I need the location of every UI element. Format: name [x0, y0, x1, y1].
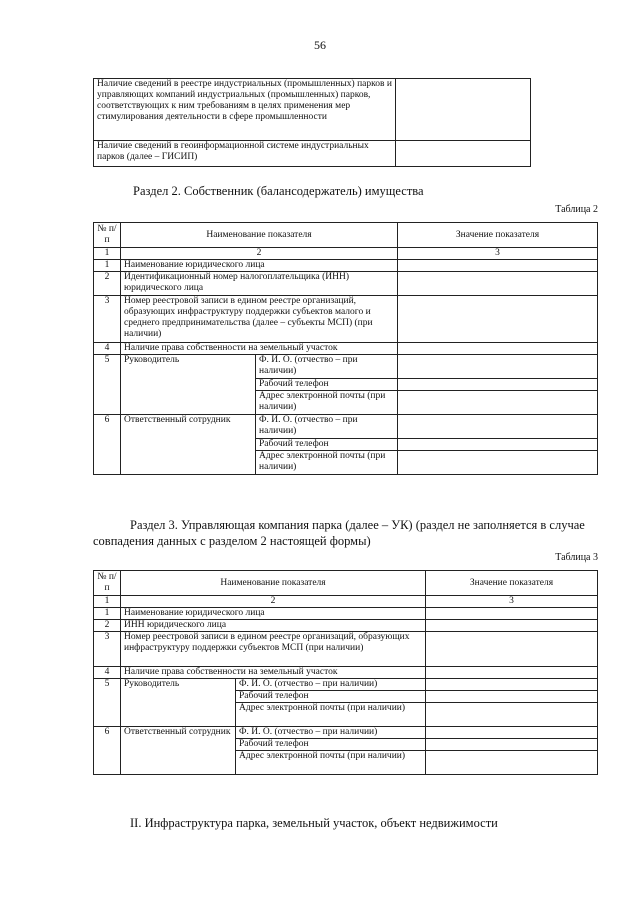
- col-number: 2: [121, 248, 398, 260]
- table-row: [94, 343, 598, 355]
- row-value: [398, 451, 598, 475]
- row-name: Идентификационный номер налогоплательщика (ИНН) юридического лица: [121, 272, 398, 296]
- row-num: 3: [94, 296, 121, 343]
- row-num: 3: [94, 632, 121, 667]
- table-row: [94, 727, 598, 739]
- row-name: Ответственный сотрудник: [121, 415, 256, 475]
- sub-name: Рабочий телефон: [256, 379, 398, 391]
- col-number-row: [94, 248, 598, 260]
- table-row: [94, 355, 598, 379]
- row-name: Руководитель: [121, 679, 236, 727]
- row-name: Наличие права собственности на земельный участок: [121, 667, 426, 679]
- row-value: [398, 379, 598, 391]
- row-name: Руководитель: [121, 355, 256, 415]
- row-name: ИНН юридического лица: [121, 620, 426, 632]
- header-num: № п/п: [94, 571, 121, 596]
- row-num: 2: [94, 620, 121, 632]
- sub-name: Рабочий телефон: [256, 439, 398, 451]
- sub-name: Ф. И. О. (отчество – при наличии): [236, 679, 426, 691]
- row-name: Наименование юридического лица: [121, 608, 426, 620]
- table-row: [94, 632, 598, 667]
- table-3-label: Таблица 3: [555, 552, 598, 563]
- row-name: Наличие права собственности на земельный участок: [121, 343, 398, 355]
- table-row: [94, 296, 598, 343]
- row-value: [398, 260, 598, 272]
- header-num: № п/п: [94, 223, 121, 248]
- row-value: [398, 272, 598, 296]
- row-num: 6: [94, 415, 121, 475]
- table-2-label: Таблица 2: [555, 204, 598, 215]
- table-3: [93, 570, 598, 775]
- table-2: [93, 222, 598, 475]
- row-value: [398, 415, 598, 439]
- table-cell: Наличие сведений в реестре индустриальных (промышленных) парков и управляющих компаний индустриальных (промышленных) парков, соответствующих к ним требованиям в целях применения мер стимулирования деятельности в сфере промышленности: [94, 79, 396, 141]
- page-number: 56: [314, 38, 326, 52]
- table-row: [94, 679, 598, 691]
- sub-name: Ф. И. О. (отчество – при наличии): [256, 355, 398, 379]
- row-value: [398, 439, 598, 451]
- row-name: Номер реестровой записи в едином реестре организаций, образующих инфраструктуру поддержки субъектов малого и среднего предпринимательства (далее – субъекты МСП) (при наличии): [121, 296, 398, 343]
- section-next-title: II. Инфраструктура парка, земельный участок, объект недвижимости: [130, 816, 498, 830]
- col-number: 3: [398, 248, 598, 260]
- col-number: 1: [94, 248, 121, 260]
- row-value: [426, 739, 598, 751]
- sub-name: Адрес электронной почты (при наличии): [256, 451, 398, 475]
- section-2-title: Раздел 2. Собственник (балансодержатель) имущества: [133, 184, 424, 198]
- table-row: [94, 272, 598, 296]
- row-value: [426, 703, 598, 727]
- header-name: Наименование показателя: [121, 223, 398, 248]
- row-value: [426, 608, 598, 620]
- row-value: [398, 296, 598, 343]
- row-value: [398, 343, 598, 355]
- sub-name: Рабочий телефон: [236, 691, 426, 703]
- row-num: 1: [94, 260, 121, 272]
- row-num: 5: [94, 355, 121, 415]
- table-header-row: [94, 223, 598, 248]
- sub-name: Ф. И. О. (отчество – при наличии): [236, 727, 426, 739]
- table-row: [94, 620, 598, 632]
- sub-name: Адрес электронной почты (при наличии): [256, 391, 398, 415]
- sub-name: Рабочий телефон: [236, 739, 426, 751]
- row-num: 6: [94, 727, 121, 775]
- row-value: [426, 620, 598, 632]
- row-value: [426, 679, 598, 691]
- sub-name: Ф. И. О. (отчество – при наличии): [256, 415, 398, 439]
- table-cell: Наличие сведений в геоинформационной системе индустриальных парков (далее – ГИСИП): [94, 141, 396, 167]
- row-num: 1: [94, 608, 121, 620]
- row-value: [426, 691, 598, 703]
- header-value: Значение показателя: [426, 571, 598, 596]
- row-value: [398, 391, 598, 415]
- table-row: [94, 667, 598, 679]
- row-value: [426, 667, 598, 679]
- row-value: [398, 355, 598, 379]
- top-table: [93, 78, 531, 167]
- col-number: 1: [94, 596, 121, 608]
- row-name: Номер реестровой записи в едином реестре организаций, образующих инфраструктуру поддержки субъектов МСП (при наличии): [121, 632, 426, 667]
- row-name: Ответственный сотрудник: [121, 727, 236, 775]
- row-name: Наименование юридического лица: [121, 260, 398, 272]
- table-row: [94, 79, 531, 141]
- table-row: [94, 415, 598, 439]
- table-cell: [396, 141, 531, 167]
- table-row: [94, 260, 598, 272]
- sub-name: Адрес электронной почты (при наличии): [236, 703, 426, 727]
- row-num: 4: [94, 343, 121, 355]
- row-value: [426, 632, 598, 667]
- row-num: 2: [94, 272, 121, 296]
- row-value: [426, 727, 598, 739]
- table-row: [94, 608, 598, 620]
- table-row: [94, 141, 531, 167]
- sub-name: Адрес электронной почты (при наличии): [236, 751, 426, 775]
- row-num: 5: [94, 679, 121, 727]
- header-name: Наименование показателя: [121, 571, 426, 596]
- header-value: Значение показателя: [398, 223, 598, 248]
- col-number: 3: [426, 596, 598, 608]
- row-num: 4: [94, 667, 121, 679]
- table-header-row: [94, 571, 598, 596]
- col-number: 2: [121, 596, 426, 608]
- table-cell: [396, 79, 531, 141]
- section-3-title: Раздел 3. Управляющая компания парка (далее – УК) (раздел не заполняется в случае совпадения данных с разделом 2 настоящей формы): [93, 518, 585, 548]
- row-value: [426, 751, 598, 775]
- col-number-row: [94, 596, 598, 608]
